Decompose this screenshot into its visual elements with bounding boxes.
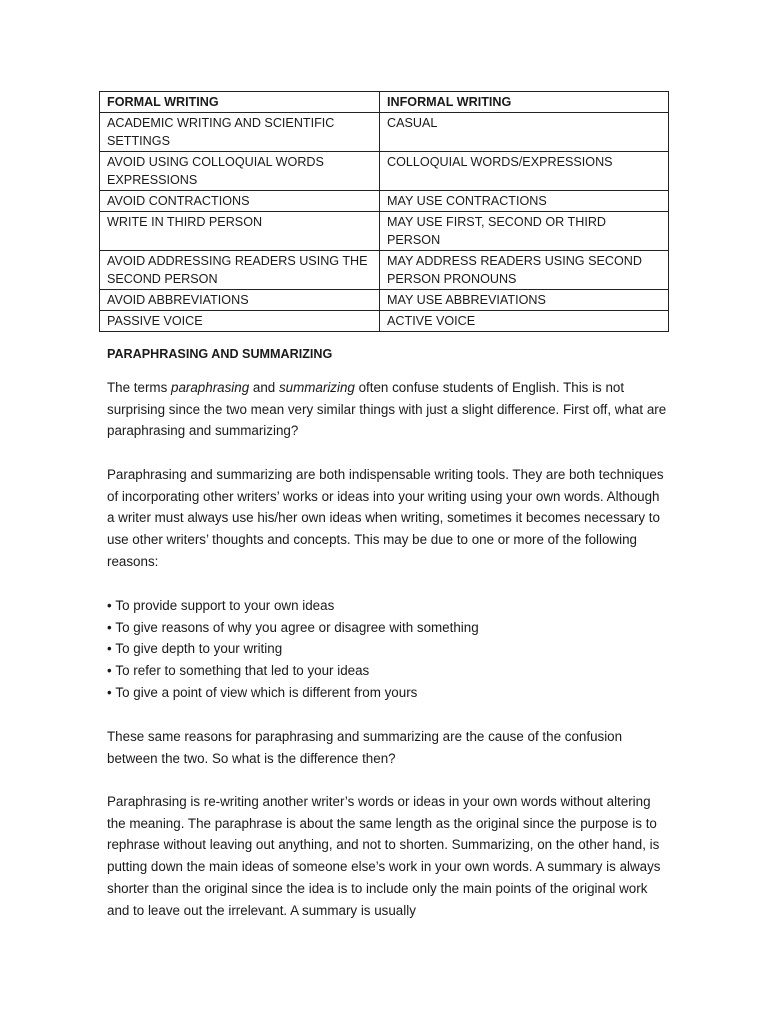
paragraph-intro — [107, 377, 667, 442]
formal-informal-table — [99, 91, 669, 332]
list-item: • To give a point of view which is different from yours — [107, 682, 667, 704]
table-cell: ACADEMIC WRITING AND SCIENTIFIC SETTINGS — [100, 113, 380, 152]
list-item: • To provide support to your own ideas — [107, 595, 667, 617]
paragraph-tools: Paraphrasing and summarizing are both indispensable writing tools. They are both techniques of incorporating other writers’ works or ideas into your writing using your own words. Although a writer must always use his/her own ideas when writing, sometimes it becomes necessary to use other writers’ thoughts and concepts. This may be due to one or more of the following reasons: — [107, 467, 664, 569]
table-cell: AVOID ABBREVIATIONS — [100, 290, 380, 311]
emphasis-paraphrasing: paraphrasing — [171, 380, 250, 395]
paragraph-difference: Paraphrasing is re-writing another writer’s words or ideas in your own words without altering the meaning. The paraphrase is about the same length as the original since the purpose is to rephrase without leaving out anything, and not to shorten. Summarizing, on the other hand, is putting down the main ideas of someone else’s work in your own words. A summary is always shorter than the original since the idea is to include only the main points of the original work and to leave out the irrelevant. A summary is usually — [107, 794, 661, 918]
list-item: • To give depth to your writing — [107, 638, 667, 660]
table-cell: MAY USE FIRST, SECOND OR THIRD PERSON — [380, 212, 669, 251]
table-cell: ACTIVE VOICE — [380, 311, 669, 332]
table-cell: AVOID USING COLLOQUIAL WORDS EXPRESSIONS — [100, 152, 380, 191]
table-cell: PASSIVE VOICE — [100, 311, 380, 332]
reasons-list — [107, 595, 667, 704]
table-cell: WRITE IN THIRD PERSON — [100, 212, 380, 251]
list-item: • To give reasons of why you agree or disagree with something — [107, 617, 667, 639]
table-cell: MAY USE ABBREVIATIONS — [380, 290, 669, 311]
header-informal-writing: INFORMAL WRITING — [380, 92, 669, 113]
table-cell: AVOID ADDRESSING READERS USING THE SECOND PERSON — [100, 251, 380, 290]
table-row — [100, 212, 669, 251]
table-cell: MAY USE CONTRACTIONS — [380, 191, 669, 212]
table-header-row — [100, 92, 669, 113]
table-cell: MAY ADDRESS READERS USING SECOND PERSON PRONOUNS — [380, 251, 669, 290]
list-item: • To refer to something that led to your ideas — [107, 660, 667, 682]
header-formal-writing: FORMAL WRITING — [100, 92, 380, 113]
table-row — [100, 290, 669, 311]
section-heading: PARAPHRASING AND SUMMARIZING — [107, 347, 333, 361]
paragraph-text: The terms — [107, 380, 171, 395]
table-cell: CASUAL — [380, 113, 669, 152]
table-row — [100, 191, 669, 212]
emphasis-summarizing: summarizing — [278, 380, 355, 395]
table-cell: COLLOQUIAL WORDS/EXPRESSIONS — [380, 152, 669, 191]
table-row — [100, 152, 669, 191]
table-cell: AVOID CONTRACTIONS — [100, 191, 380, 212]
paragraph-confusion: These same reasons for paraphrasing and summarizing are the cause of the confusion between the two. So what is the difference then? — [107, 729, 623, 766]
table-row — [100, 311, 669, 332]
table-row — [100, 251, 669, 290]
table-row — [100, 113, 669, 152]
paragraph-text: often confuse students of English. This is not surprising since the two mean very similar things with just a slight difference. First off, what are paraphrasing and summarizing? — [107, 380, 667, 439]
paragraph-text: and — [249, 380, 279, 395]
